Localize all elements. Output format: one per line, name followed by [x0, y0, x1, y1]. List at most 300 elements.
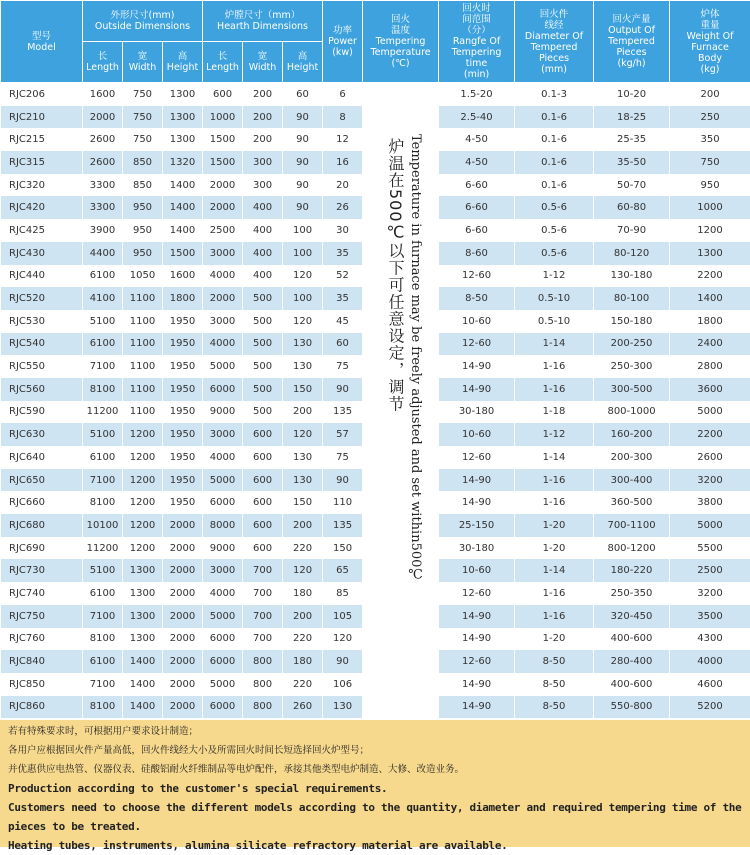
cell-model: RJC690: [1, 537, 83, 560]
cell-outside-height: 1320: [163, 151, 203, 174]
cell-furnace-weight: 2600: [670, 446, 750, 469]
cell-power: 90: [323, 378, 363, 401]
cell-model: RJC650: [1, 469, 83, 492]
cell-hearth-width: 600: [243, 423, 283, 446]
cell-power: 130: [323, 696, 363, 719]
cell-output: 550-800: [594, 696, 670, 719]
cell-outside-height: 1300: [163, 128, 203, 151]
cell-tempering-time: 14-90: [439, 605, 515, 628]
cell-power: 6: [323, 83, 363, 106]
cell-furnace-weight: 2800: [670, 355, 750, 378]
cell-tempering-time: 25-150: [439, 514, 515, 537]
cell-hearth-width: 200: [243, 128, 283, 151]
cell-power: 75: [323, 446, 363, 469]
cell-model: RJC320: [1, 174, 83, 197]
cell-power: 105: [323, 605, 363, 628]
cell-hearth-length: 9000: [203, 401, 243, 424]
footer-note-cn-3: 并优惠供应电热管、仪器仪表、硅酸铝耐火纤维制品等电炉配件，承接其他类型电炉制造、大修、改造业务。: [0, 760, 750, 779]
cell-model: RJC210: [1, 106, 83, 129]
cell-hearth-length: 4000: [203, 265, 243, 288]
cell-hearth-width: 800: [243, 650, 283, 673]
cell-tempering-time: 1.5-20: [439, 83, 515, 106]
cell-outside-width: 750: [123, 83, 163, 106]
cell-hearth-length: 1500: [203, 151, 243, 174]
cell-output: 400-600: [594, 673, 670, 696]
cell-piece-diameter: 0.5-6: [515, 196, 594, 219]
cell-power: 8: [323, 106, 363, 129]
cell-hearth-width: 800: [243, 673, 283, 696]
cell-tempering-time: 30-180: [439, 537, 515, 560]
cell-outside-height: 1950: [163, 423, 203, 446]
cell-hearth-length: 5000: [203, 673, 243, 696]
cell-power: 106: [323, 673, 363, 696]
cell-tempering-time: 8-60: [439, 242, 515, 265]
cell-model: RJC215: [1, 128, 83, 151]
cell-tempering-time: 12-60: [439, 265, 515, 288]
cell-hearth-length: 2000: [203, 287, 243, 310]
cell-tempering-time: 4-50: [439, 151, 515, 174]
cell-piece-diameter: 1-16: [515, 605, 594, 628]
cell-hearth-length: 6000: [203, 650, 243, 673]
cell-tempering-time: 2.5-40: [439, 106, 515, 129]
cell-power: 150: [323, 537, 363, 560]
cell-piece-diameter: 0.5-6: [515, 242, 594, 265]
cell-output: 130-180: [594, 265, 670, 288]
cell-tempering-time: 12-60: [439, 333, 515, 356]
cell-hearth-width: 400: [243, 265, 283, 288]
cell-model: RJC520: [1, 287, 83, 310]
cell-hearth-length: 6000: [203, 696, 243, 719]
cell-output: 360-500: [594, 491, 670, 514]
header-hearth-length: 长 Length: [203, 42, 243, 83]
cell-hearth-width: 300: [243, 174, 283, 197]
header-outside-width: 宽 Width: [123, 42, 163, 83]
cell-outside-width: 1100: [123, 378, 163, 401]
cell-power: 135: [323, 514, 363, 537]
cell-model: RJC750: [1, 605, 83, 628]
cell-power: 45: [323, 310, 363, 333]
cell-power: 52: [323, 265, 363, 288]
cell-piece-diameter: 0.1-6: [515, 128, 594, 151]
cell-piece-diameter: 1-18: [515, 401, 594, 424]
cell-outside-width: 1100: [123, 333, 163, 356]
cell-outside-height: 2000: [163, 537, 203, 560]
header-outside-dimensions: 外形尺寸(mm) Outside Dimensions: [83, 1, 203, 42]
cell-piece-diameter: 1-12: [515, 423, 594, 446]
cell-outside-width: 1400: [123, 696, 163, 719]
cell-outside-length: 1600: [83, 83, 123, 106]
cell-power: 85: [323, 582, 363, 605]
cell-hearth-height: 260: [283, 696, 323, 719]
cell-hearth-width: 600: [243, 514, 283, 537]
cell-hearth-height: 60: [283, 83, 323, 106]
cell-piece-diameter: 1-20: [515, 628, 594, 651]
cell-piece-diameter: 0.1-6: [515, 174, 594, 197]
cell-outside-height: 2000: [163, 514, 203, 537]
cell-hearth-height: 150: [283, 378, 323, 401]
cell-outside-width: 950: [123, 219, 163, 242]
cell-output: 700-1100: [594, 514, 670, 537]
cell-piece-diameter: 1-14: [515, 559, 594, 582]
cell-furnace-weight: 4300: [670, 628, 750, 651]
cell-hearth-width: 500: [243, 378, 283, 401]
cell-furnace-weight: 3500: [670, 605, 750, 628]
cell-outside-height: 1950: [163, 355, 203, 378]
cell-hearth-width: 500: [243, 310, 283, 333]
cell-hearth-height: 120: [283, 559, 323, 582]
footer-note-cn-2: 各用户应根据回火件产量高低，回火件线经大小及所需回火时间长短选择回火炉型号；: [0, 741, 750, 760]
cell-power: 20: [323, 174, 363, 197]
cell-model: RJC440: [1, 265, 83, 288]
cell-tempering-time: 10-60: [439, 423, 515, 446]
cell-furnace-weight: 750: [670, 151, 750, 174]
cell-output: 250-350: [594, 582, 670, 605]
cell-outside-height: 1950: [163, 469, 203, 492]
cell-hearth-length: 5000: [203, 355, 243, 378]
cell-piece-diameter: 1-20: [515, 514, 594, 537]
cell-piece-diameter: 0.1-6: [515, 106, 594, 129]
cell-outside-height: 1950: [163, 491, 203, 514]
cell-outside-length: 8100: [83, 628, 123, 651]
cell-hearth-height: 220: [283, 673, 323, 696]
cell-furnace-weight: 2200: [670, 265, 750, 288]
cell-outside-height: 1400: [163, 219, 203, 242]
cell-hearth-height: 200: [283, 605, 323, 628]
cell-outside-width: 1400: [123, 673, 163, 696]
cell-hearth-length: 6000: [203, 378, 243, 401]
cell-hearth-width: 200: [243, 83, 283, 106]
cell-hearth-height: 130: [283, 469, 323, 492]
cell-hearth-width: 600: [243, 469, 283, 492]
cell-outside-length: 7100: [83, 605, 123, 628]
cell-outside-length: 6100: [83, 333, 123, 356]
header-outside-length: 长 Length: [83, 42, 123, 83]
cell-outside-width: 1200: [123, 537, 163, 560]
header-tempering-temperature: 回火 温度 Tempering Temperature (℃): [363, 1, 439, 83]
cell-output: 320-450: [594, 605, 670, 628]
cell-furnace-weight: 5000: [670, 401, 750, 424]
temperature-note: [372, 86, 436, 716]
footer-note-en-3: Heating tubes, instruments, alumina silicate refractory material are available.: [0, 836, 750, 855]
cell-outside-width: 850: [123, 151, 163, 174]
cell-hearth-width: 700: [243, 605, 283, 628]
cell-furnace-weight: 200: [670, 83, 750, 106]
cell-outside-width: 1400: [123, 650, 163, 673]
cell-tempering-time: 14-90: [439, 355, 515, 378]
cell-hearth-width: 400: [243, 219, 283, 242]
cell-output: 180-220: [594, 559, 670, 582]
cell-power: 12: [323, 128, 363, 151]
cell-tempering-time: 12-60: [439, 446, 515, 469]
cell-tempering-time: 10-60: [439, 559, 515, 582]
cell-hearth-width: 400: [243, 196, 283, 219]
cell-output: 300-500: [594, 378, 670, 401]
cell-hearth-length: 2500: [203, 219, 243, 242]
cell-hearth-height: 100: [283, 287, 323, 310]
cell-output: 800-1000: [594, 401, 670, 424]
cell-power: 57: [323, 423, 363, 446]
cell-hearth-height: 130: [283, 355, 323, 378]
cell-tempering-time: 14-90: [439, 628, 515, 651]
cell-outside-height: 1800: [163, 287, 203, 310]
cell-outside-height: 1500: [163, 242, 203, 265]
cell-tempering-time: 10-60: [439, 310, 515, 333]
cell-outside-length: 11200: [83, 537, 123, 560]
cell-piece-diameter: 0.5-10: [515, 287, 594, 310]
cell-hearth-width: 600: [243, 491, 283, 514]
footer-notes: [0, 720, 750, 847]
cell-power: 90: [323, 650, 363, 673]
cell-piece-diameter: 1-16: [515, 355, 594, 378]
cell-model: RJC560: [1, 378, 83, 401]
cell-outside-height: 1950: [163, 333, 203, 356]
cell-tempering-time: 12-60: [439, 650, 515, 673]
cell-furnace-weight: 1000: [670, 196, 750, 219]
cell-hearth-length: 3000: [203, 242, 243, 265]
cell-furnace-weight: 3800: [670, 491, 750, 514]
cell-hearth-height: 220: [283, 628, 323, 651]
cell-hearth-width: 500: [243, 401, 283, 424]
cell-model: RJC850: [1, 673, 83, 696]
cell-hearth-height: 120: [283, 423, 323, 446]
cell-outside-width: 950: [123, 242, 163, 265]
cell-furnace-weight: 4600: [670, 673, 750, 696]
cell-outside-height: 2000: [163, 559, 203, 582]
cell-outside-width: 1300: [123, 559, 163, 582]
cell-piece-diameter: 0.1-3: [515, 83, 594, 106]
cell-model: RJC680: [1, 514, 83, 537]
cell-hearth-width: 800: [243, 696, 283, 719]
cell-model: RJC206: [1, 83, 83, 106]
cell-piece-diameter: 1-16: [515, 582, 594, 605]
cell-outside-width: 950: [123, 196, 163, 219]
cell-furnace-weight: 5200: [670, 696, 750, 719]
cell-outside-width: 1200: [123, 446, 163, 469]
cell-outside-length: 4100: [83, 287, 123, 310]
cell-model: RJC430: [1, 242, 83, 265]
cell-hearth-height: 90: [283, 151, 323, 174]
footer-note-en-2: Customers need to choose the different models according to the quantity, diameter and required tempering time of the pieces to be treated.: [0, 798, 750, 836]
footer-note-cn-1: 若有特殊要求时，可根据用户要求设计制造；: [0, 720, 750, 741]
cell-tempering-time: 6-60: [439, 174, 515, 197]
cell-piece-diameter: 1-14: [515, 333, 594, 356]
cell-outside-width: 1100: [123, 287, 163, 310]
cell-outside-width: 850: [123, 174, 163, 197]
cell-power: 35: [323, 242, 363, 265]
cell-outside-length: 5100: [83, 310, 123, 333]
cell-outside-height: 2000: [163, 628, 203, 651]
cell-model: RJC760: [1, 628, 83, 651]
cell-hearth-height: 100: [283, 242, 323, 265]
cell-outside-width: 1200: [123, 423, 163, 446]
cell-hearth-length: 4000: [203, 446, 243, 469]
cell-outside-length: 5100: [83, 559, 123, 582]
cell-tempering-time: 6-60: [439, 196, 515, 219]
cell-model: RJC550: [1, 355, 83, 378]
cell-hearth-height: 150: [283, 491, 323, 514]
cell-output: 50-70: [594, 174, 670, 197]
cell-output: 80-100: [594, 287, 670, 310]
cell-hearth-length: 5000: [203, 605, 243, 628]
cell-hearth-width: 700: [243, 582, 283, 605]
cell-hearth-height: 200: [283, 514, 323, 537]
cell-outside-height: 2000: [163, 605, 203, 628]
cell-furnace-weight: 350: [670, 128, 750, 151]
cell-piece-diameter: 1-14: [515, 446, 594, 469]
cell-hearth-width: 600: [243, 537, 283, 560]
cell-power: 135: [323, 401, 363, 424]
cell-tempering-time: 6-60: [439, 219, 515, 242]
cell-furnace-weight: 250: [670, 106, 750, 129]
cell-outside-length: 10100: [83, 514, 123, 537]
cell-tempering-time: 4-50: [439, 128, 515, 151]
cell-outside-width: 1300: [123, 582, 163, 605]
cell-outside-height: 1600: [163, 265, 203, 288]
cell-hearth-width: 200: [243, 106, 283, 129]
cell-furnace-weight: 1300: [670, 242, 750, 265]
cell-furnace-weight: 2200: [670, 423, 750, 446]
cell-hearth-length: 3000: [203, 310, 243, 333]
cell-hearth-height: 220: [283, 537, 323, 560]
cell-furnace-weight: 3200: [670, 469, 750, 492]
cell-model: RJC530: [1, 310, 83, 333]
cell-outside-length: 4400: [83, 242, 123, 265]
cell-model: RJC590: [1, 401, 83, 424]
cell-output: 160-200: [594, 423, 670, 446]
cell-power: 26: [323, 196, 363, 219]
cell-hearth-width: 500: [243, 287, 283, 310]
cell-model: RJC640: [1, 446, 83, 469]
cell-power: 120: [323, 628, 363, 651]
cell-output: 300-400: [594, 469, 670, 492]
cell-hearth-width: 600: [243, 446, 283, 469]
cell-hearth-length: 6000: [203, 491, 243, 514]
cell-piece-diameter: 0.5-10: [515, 310, 594, 333]
cell-outside-height: 1950: [163, 401, 203, 424]
cell-outside-height: 1300: [163, 83, 203, 106]
cell-piece-diameter: 1-12: [515, 265, 594, 288]
cell-outside-length: 3300: [83, 174, 123, 197]
cell-hearth-height: 130: [283, 333, 323, 356]
cell-outside-length: 8100: [83, 696, 123, 719]
cell-hearth-height: 200: [283, 401, 323, 424]
cell-power: 90: [323, 469, 363, 492]
cell-model: RJC315: [1, 151, 83, 174]
cell-power: 30: [323, 219, 363, 242]
cell-hearth-height: 130: [283, 446, 323, 469]
cell-hearth-height: 90: [283, 174, 323, 197]
header-furnace-weight: 炉体 重量 Weight Of Furnace Body (kg): [670, 1, 750, 83]
cell-hearth-length: 5000: [203, 469, 243, 492]
cell-furnace-weight: 5000: [670, 514, 750, 537]
cell-furnace-weight: 5500: [670, 537, 750, 560]
cell-piece-diameter: 0.5-6: [515, 219, 594, 242]
cell-output: 25-35: [594, 128, 670, 151]
cell-outside-length: 8100: [83, 378, 123, 401]
cell-hearth-length: 9000: [203, 537, 243, 560]
cell-output: 80-120: [594, 242, 670, 265]
cell-hearth-width: 400: [243, 242, 283, 265]
cell-furnace-weight: 950: [670, 174, 750, 197]
cell-tempering-time: 14-90: [439, 469, 515, 492]
cell-outside-length: 6100: [83, 265, 123, 288]
cell-furnace-weight: 4000: [670, 650, 750, 673]
cell-outside-width: 1200: [123, 491, 163, 514]
cell-output: 200-250: [594, 333, 670, 356]
cell-outside-width: 1300: [123, 605, 163, 628]
header-hearth-dimensions: 炉膛尺寸（mm） Hearth Dimensions: [203, 1, 323, 42]
cell-piece-diameter: 8-50: [515, 650, 594, 673]
cell-hearth-length: 2000: [203, 174, 243, 197]
temperature-note-cn: 炉温在500℃以下可任意设定，调节: [384, 138, 407, 413]
cell-outside-length: 8100: [83, 491, 123, 514]
header-tempering-time: 回火时 间范围 （分） Rangfe Of Tempering time (min): [439, 1, 515, 83]
header-output: 回火产量 Output Of Tempered Pieces (kg/h): [594, 1, 670, 83]
cell-piece-diameter: 1-16: [515, 469, 594, 492]
cell-power: 35: [323, 287, 363, 310]
cell-output: 150-180: [594, 310, 670, 333]
cell-tempering-time: 14-90: [439, 696, 515, 719]
cell-hearth-length: 4000: [203, 582, 243, 605]
cell-outside-height: 1400: [163, 196, 203, 219]
cell-output: 400-600: [594, 628, 670, 651]
cell-furnace-weight: 1800: [670, 310, 750, 333]
header-model: 型号 Model: [1, 1, 83, 83]
cell-tempering-time: 14-90: [439, 378, 515, 401]
cell-furnace-weight: 1400: [670, 287, 750, 310]
cell-output: 280-400: [594, 650, 670, 673]
cell-model: RJC425: [1, 219, 83, 242]
header-hearth-height: 高 Height: [283, 42, 323, 83]
cell-outside-width: 750: [123, 106, 163, 129]
cell-outside-width: 1100: [123, 355, 163, 378]
cell-output: 18-25: [594, 106, 670, 129]
cell-outside-length: 6100: [83, 446, 123, 469]
cell-hearth-height: 180: [283, 582, 323, 605]
cell-model: RJC420: [1, 196, 83, 219]
cell-power: 110: [323, 491, 363, 514]
cell-hearth-width: 300: [243, 151, 283, 174]
cell-model: RJC660: [1, 491, 83, 514]
cell-outside-length: 6100: [83, 650, 123, 673]
cell-power: 75: [323, 355, 363, 378]
cell-piece-diameter: 1-16: [515, 491, 594, 514]
header-row-top: [1, 1, 750, 42]
cell-hearth-height: 90: [283, 106, 323, 129]
cell-output: 10-20: [594, 83, 670, 106]
cell-outside-length: 7100: [83, 469, 123, 492]
cell-tempering-time: 14-90: [439, 673, 515, 696]
cell-piece-diameter: 1-16: [515, 378, 594, 401]
cell-tempering-time: 14-90: [439, 491, 515, 514]
cell-furnace-weight: 1200: [670, 219, 750, 242]
cell-hearth-height: 100: [283, 219, 323, 242]
cell-model: RJC730: [1, 559, 83, 582]
cell-outside-length: 3900: [83, 219, 123, 242]
cell-outside-height: 1950: [163, 310, 203, 333]
cell-outside-length: 2600: [83, 151, 123, 174]
cell-outside-height: 2000: [163, 650, 203, 673]
cell-piece-diameter: 8-50: [515, 696, 594, 719]
cell-hearth-length: 2000: [203, 196, 243, 219]
cell-furnace-weight: 2400: [670, 333, 750, 356]
cell-hearth-length: 3000: [203, 423, 243, 446]
cell-outside-height: 1950: [163, 446, 203, 469]
cell-hearth-height: 120: [283, 265, 323, 288]
header-outside-height: 高 Height: [163, 42, 203, 83]
header-hearth-width: 宽 Width: [243, 42, 283, 83]
cell-tempering-time: 8-50: [439, 287, 515, 310]
